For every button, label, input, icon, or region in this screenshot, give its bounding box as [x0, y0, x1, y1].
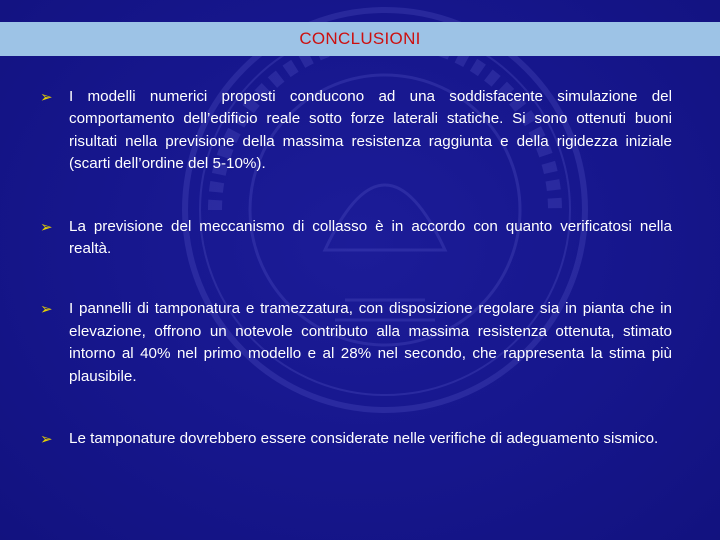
bullet-list: [40, 86, 672, 450]
bullet-text: La previsione del meccanismo di collasso è in accordo con quanto verificatosi nella realtà.: [69, 217, 672, 258]
arrow-bullet-icon: ➢: [40, 218, 53, 236]
bullet-text: I pannelli di tamponatura e tramezzatura, con disposizione regolare sia in pianta che in elevazione, offrono un notevole contributo alla massima resistenza ottenuta, stimato intorno al 40% nel primo modello e al 28% nel secondo, che rappresenta la stima più plausibile.: [69, 300, 672, 385]
arrow-bullet-icon: ➢: [40, 301, 53, 319]
bullet-item: [40, 86, 672, 176]
title-bar: [0, 22, 720, 56]
bullet-item: [40, 216, 672, 261]
bullet-text: I modelli numerici proposti conducono ad una soddisfacente simulazione del comportamento dell’edificio reale sotto forze laterali statiche. Si sono ottenuti buoni risultati nella previsione della massima resistenza raggiunta e della rigidezza iniziale (scarti dell’ordine del 5-10%).: [69, 88, 672, 173]
bullet-text: Le tamponature dovrebbero essere considerate nelle verifiche di adeguamento sismico.: [69, 430, 659, 448]
arrow-bullet-icon: ➢: [40, 89, 53, 106]
bullet-item: [40, 298, 672, 388]
arrow-bullet-icon: ➢: [40, 431, 53, 449]
slide-title: CONCLUSIONI: [299, 29, 421, 48]
bullet-item: [40, 428, 672, 450]
